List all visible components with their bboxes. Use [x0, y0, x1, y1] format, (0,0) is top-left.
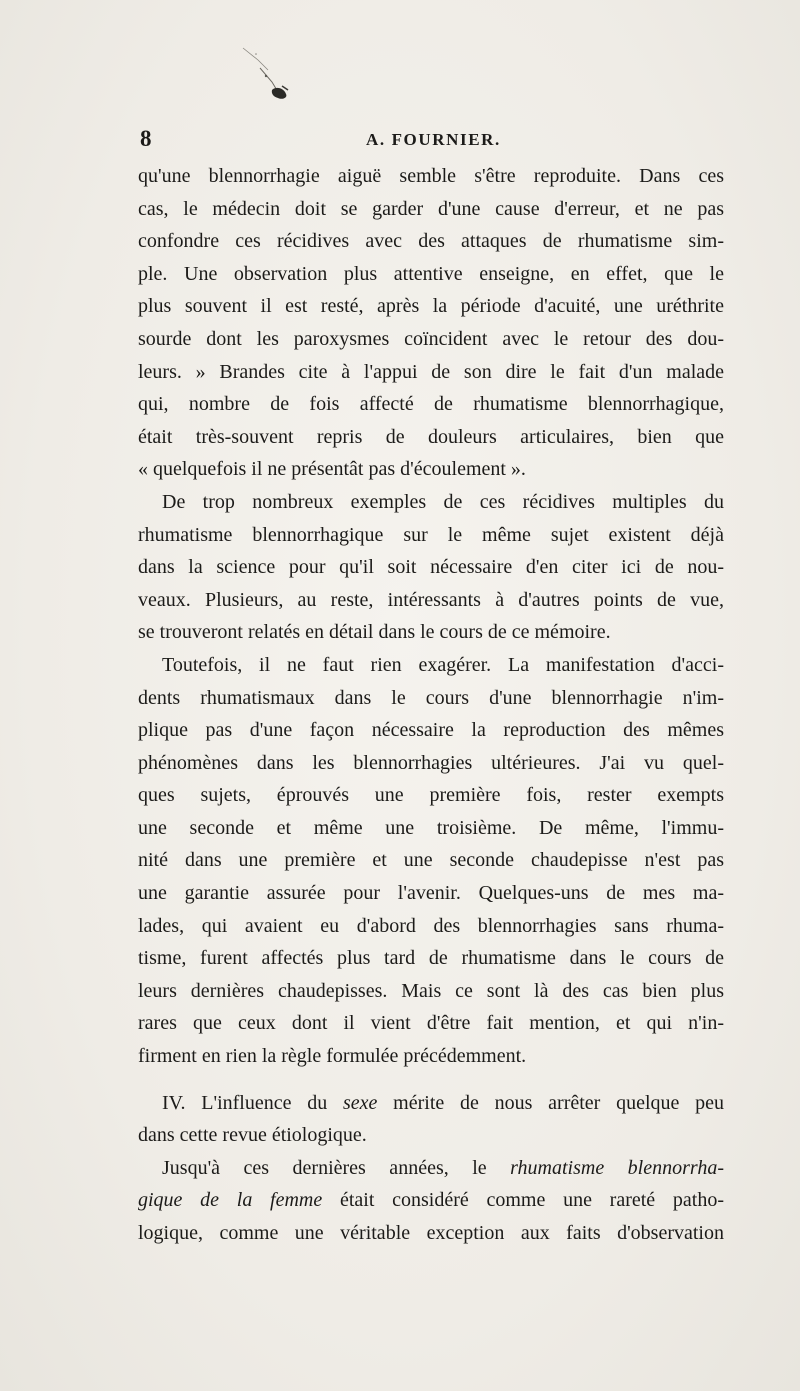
text-line: phénomènes dans les blennorrhagies ultérieures. J'ai vu quel- [138, 751, 724, 774]
text-line: leurs dernières chaudepisses. Mais ce sont là des cas bien plus [138, 979, 724, 1002]
text-line: firment en rien la règle formulée précédemment. [138, 1045, 527, 1068]
text-line: se trouveront relatés en détail dans le cours de ce mémoire. [138, 621, 611, 644]
text-line: ques sujets, éprouvés une première fois, rester exempts [138, 784, 724, 807]
text-line: veaux. Plusieurs, au reste, intéressants à d'autres points de vue, [138, 588, 724, 611]
text-line [138, 1184, 724, 1217]
text-line: une garantie assurée pour l'avenir. Quelques-uns de mes ma- [138, 882, 724, 905]
text-segment: était considéré comme une rareté patho- [322, 1189, 724, 1212]
text-line: une seconde et même une troisième. De même, l'immu- [138, 816, 724, 839]
text-line: Toutefois, il ne faut rien exagérer. La manifestation d'acci- [162, 653, 724, 676]
text-line: lades, qui avaient eu d'abord des blennorrhagies sans rhuma- [138, 914, 724, 937]
text-line: rares que ceux dont il vient d'être fait mention, et qui n'in- [138, 1012, 724, 1035]
text-line [138, 1087, 724, 1120]
italic-term-sexe: sexe [343, 1091, 378, 1114]
text-line: dents rhumatismaux dans le cours d'une blennorrhagie n'im- [138, 686, 724, 709]
text-line: plus souvent il est resté, après la période d'acuité, une uréthrite [138, 295, 724, 318]
section-spacer [138, 1073, 724, 1087]
text-line: leurs. » Brandes cite à l'appui de son dire le fait d'un malade [138, 360, 724, 383]
text-segment: Jusqu'à ces dernières années, le [162, 1156, 511, 1179]
text-line: qui, nombre de fois affecté de rhumatisme blennorrhagique, [138, 393, 724, 416]
text-line: De trop nombreux exemples de ces récidives multiples du [162, 490, 724, 513]
text-line [138, 1152, 724, 1185]
paragraph-5 [138, 1152, 724, 1250]
text-line: plique pas d'une façon nécessaire la reproduction des mêmes [138, 719, 724, 742]
text-line: cas, le médecin doit se garder d'une cause d'erreur, et ne pas [138, 197, 724, 220]
text-line: nité dans une première et une seconde chaudepisse n'est pas [138, 849, 724, 872]
text-line: sourde dont les paroxysmes coïncident avec le retour des dou- [138, 327, 724, 350]
text-line: qu'une blennorrhagie aiguë semble s'être reproduite. Dans ces [138, 165, 724, 187]
running-head: A. FOURNIER. [366, 130, 501, 149]
text-line: rhumatisme blennorrhagique sur le même sujet existent déjà [138, 523, 724, 546]
text-line: dans cette revue étiologique. [138, 1124, 367, 1147]
text-line: confondre ces récidives avec des attaques de rhumatisme sim- [138, 230, 724, 253]
text-segment: mérite de nous arrêter quelque peu [377, 1091, 725, 1114]
text-line: était très-souvent repris de douleurs articulaires, bien que [138, 425, 724, 448]
text-line: ple. Une observation plus attentive enseigne, en effet, que le [138, 262, 724, 285]
italic-term: rhumatisme blennorrha- [510, 1156, 724, 1179]
paragraph-section-iv [138, 1087, 724, 1152]
text-segment: IV. L'influence du [162, 1091, 343, 1114]
paragraph-1 [138, 160, 724, 486]
text-line: logique, comme une véritable exception aux faits d'observation [138, 1222, 724, 1244]
page-number: 8 [140, 126, 152, 151]
text-line: tisme, furent affectés plus tard de rhumatisme dans le cours de [138, 947, 724, 970]
paragraph-2 [138, 486, 724, 649]
body-text [138, 160, 724, 1250]
page-header [140, 126, 660, 156]
text-line: dans la science pour qu'il soit nécessaire d'en citer ici de nou- [138, 556, 724, 579]
ink-blot-mark [238, 40, 308, 110]
paragraph-3 [138, 649, 724, 1073]
text-line: « quelquefois il ne présentât pas d'écoulement ». [138, 458, 526, 481]
italic-term: gique de la femme [138, 1189, 323, 1212]
